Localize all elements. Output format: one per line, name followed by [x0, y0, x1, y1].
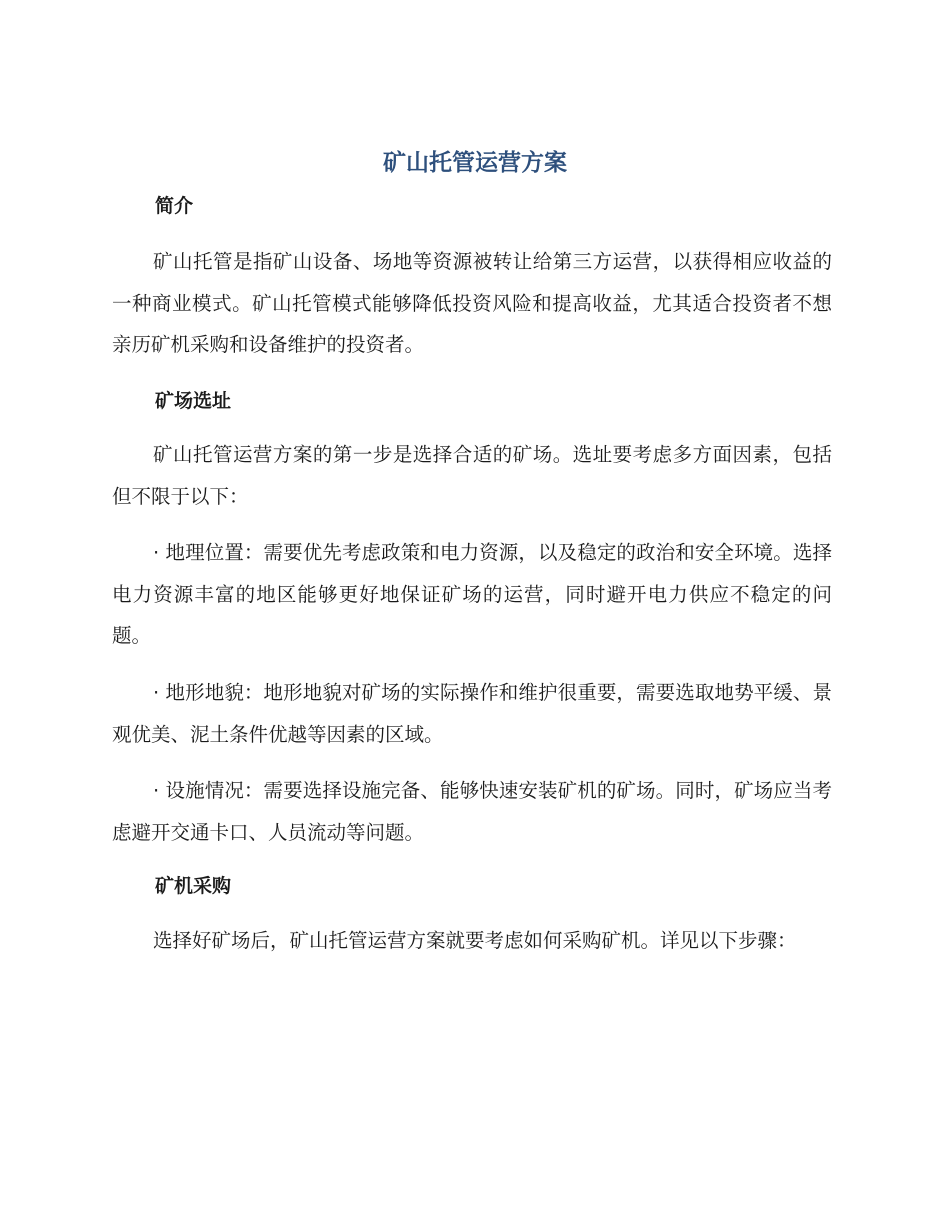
bullet-geographic-location: · 地理位置：需要优先考虑政策和电力资源，以及稳定的政治和安全环境。选择电力资源丰富的地区能够更好地保证矿场的运营，同时避开电力供应不稳定的问题。: [112, 541, 832, 647]
section-heading-miner-purchase: 矿机采购: [155, 875, 232, 897]
site-selection-paragraph: 矿山托管运营方案的第一步是选择合适的矿场。选址要考虑多方面因素，包括但不限于以下：: [112, 443, 832, 508]
section-heading-intro: 简介: [155, 195, 194, 217]
bullet-facilities: · 设施情况：需要选择设施完备、能够快速安装矿机的矿场。同时，矿场应当考虑避开交通卡口、人员流动等问题。: [112, 779, 832, 844]
miner-purchase-paragraph: 选择好矿场后，矿山托管运营方案就要考虑如何采购矿机。详见以下步骤：: [153, 929, 797, 952]
document-title: 矿山托管运营方案: [383, 150, 567, 176]
section-heading-site-selection: 矿场选址: [155, 390, 232, 412]
intro-paragraph: 矿山托管是指矿山设备、场地等资源被转让给第三方运营，以获得相应收益的一种商业模式。矿山托管模式能够降低投资风险和提高收益，尤其适合投资者不想亲历矿机采购和设备维护的投资者。: [112, 250, 832, 356]
bullet-terrain: · 地形地貌：地形地貌对矿场的实际操作和维护很重要，需要选取地势平缓、景观优美、泥土条件优越等因素的区域。: [112, 681, 832, 746]
